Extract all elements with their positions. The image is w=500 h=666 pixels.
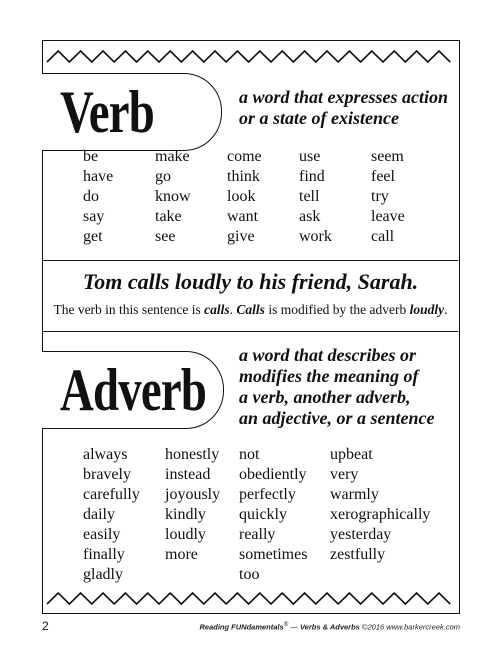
worksheet-frame bbox=[42, 40, 460, 614]
verb-word: try bbox=[371, 188, 389, 205]
verb-definition-line: or a state of existence bbox=[239, 108, 399, 128]
adverb-word: zestfully bbox=[330, 546, 386, 563]
verb-word: be bbox=[83, 148, 99, 165]
top-zigzag-border bbox=[43, 48, 458, 64]
verb-word: leave bbox=[371, 208, 405, 225]
adverb-word: yesterday bbox=[330, 526, 392, 543]
explanation-bold-word: Calls bbox=[236, 302, 265, 317]
verb-word: call bbox=[371, 228, 395, 245]
verb-word: feel bbox=[371, 168, 395, 185]
explanation-bold-word: calls bbox=[204, 302, 230, 317]
footer-topic: Verbs & Adverbs bbox=[299, 622, 360, 632]
adverb-definition-line: a word that describes or bbox=[239, 345, 417, 365]
adverb-word: easily bbox=[83, 526, 121, 543]
adverb-word: daily bbox=[83, 506, 115, 523]
page-number: 2 bbox=[42, 619, 49, 633]
adverb-definition bbox=[239, 345, 454, 429]
verb-word: know bbox=[155, 188, 191, 205]
verb-title: Verb bbox=[60, 79, 154, 145]
example-sentence: Tom calls loudly to his friend, Sarah. bbox=[82, 269, 419, 294]
verb-word: want bbox=[227, 208, 259, 225]
adverb-word: honestly bbox=[165, 446, 220, 463]
bottom-zigzag-border bbox=[43, 590, 458, 606]
verb-word: come bbox=[227, 148, 262, 165]
footer-credit bbox=[199, 621, 460, 632]
verb-word: get bbox=[83, 228, 103, 245]
adverb-word: gladly bbox=[83, 566, 123, 583]
adverb-title-tab bbox=[42, 351, 224, 429]
adverb-definition-line: a verb, another adverb, bbox=[239, 387, 411, 407]
verb-word: seem bbox=[371, 148, 404, 165]
footer-copyright: ©2016 www.barkercreek.com bbox=[359, 622, 460, 632]
verb-word: have bbox=[83, 168, 114, 185]
explanation-text: The verb in this sentence is bbox=[53, 302, 205, 317]
verb-word: say bbox=[83, 208, 105, 225]
section-divider bbox=[43, 331, 458, 332]
explanation-bold-word: loudly bbox=[409, 302, 445, 317]
verb-word: look bbox=[227, 188, 256, 205]
explanation-text: is modified by the adverb bbox=[264, 302, 410, 317]
adverb-word: perfectly bbox=[239, 486, 296, 503]
verb-word: take bbox=[155, 208, 182, 225]
adverb-word: kindly bbox=[165, 506, 206, 523]
adverb-word: instead bbox=[165, 466, 211, 483]
adverb-word: always bbox=[83, 446, 128, 463]
adverb-word: upbeat bbox=[330, 446, 373, 463]
adverb-definition-line: an adjective, or a sentence bbox=[239, 408, 435, 428]
adverb-word: carefully bbox=[83, 486, 140, 503]
verb-word: give bbox=[227, 228, 255, 245]
footer-series: Reading FUNdamentals bbox=[199, 622, 284, 632]
verb-word: do bbox=[83, 188, 99, 205]
verb-definition bbox=[239, 87, 454, 129]
footer-trademark: ® bbox=[283, 621, 289, 628]
verb-word: go bbox=[155, 168, 171, 185]
adverb-word: xerographically bbox=[330, 506, 431, 523]
verb-title-tab bbox=[42, 73, 222, 151]
verb-word: use bbox=[299, 148, 321, 165]
adverb-word: sometimes bbox=[239, 546, 308, 563]
adverb-word: finally bbox=[83, 546, 125, 563]
adverb-word: obediently bbox=[239, 466, 307, 483]
verb-word: tell bbox=[299, 188, 320, 205]
adverb-word: warmly bbox=[330, 486, 379, 503]
adverb-word: loudly bbox=[165, 526, 206, 543]
verb-word: find bbox=[299, 168, 325, 185]
verb-word: think bbox=[227, 168, 260, 185]
adverb-title: Adverb bbox=[60, 357, 207, 423]
adverb-word: too bbox=[239, 566, 260, 583]
adverb-word: not bbox=[239, 446, 260, 463]
footer-dash: — bbox=[288, 622, 300, 632]
explanation-text: . bbox=[444, 302, 448, 317]
example-explanation bbox=[43, 302, 458, 318]
adverb-word: quickly bbox=[239, 506, 287, 523]
verb-word: ask bbox=[299, 208, 321, 225]
verb-word: see bbox=[155, 228, 176, 245]
verb-definition-line: a word that expresses action bbox=[239, 87, 449, 107]
verb-word: make bbox=[155, 148, 190, 165]
explanation-text: . bbox=[229, 302, 237, 317]
adverb-definition-line: modifies the meaning of bbox=[239, 366, 419, 386]
adverb-word: very bbox=[330, 466, 359, 483]
adverb-word: joyously bbox=[165, 486, 221, 503]
adverb-word: bravely bbox=[83, 466, 131, 483]
adverb-word: really bbox=[239, 526, 276, 543]
adverb-word: more bbox=[165, 546, 198, 563]
section-divider bbox=[43, 260, 458, 261]
verb-word: work bbox=[299, 228, 332, 245]
